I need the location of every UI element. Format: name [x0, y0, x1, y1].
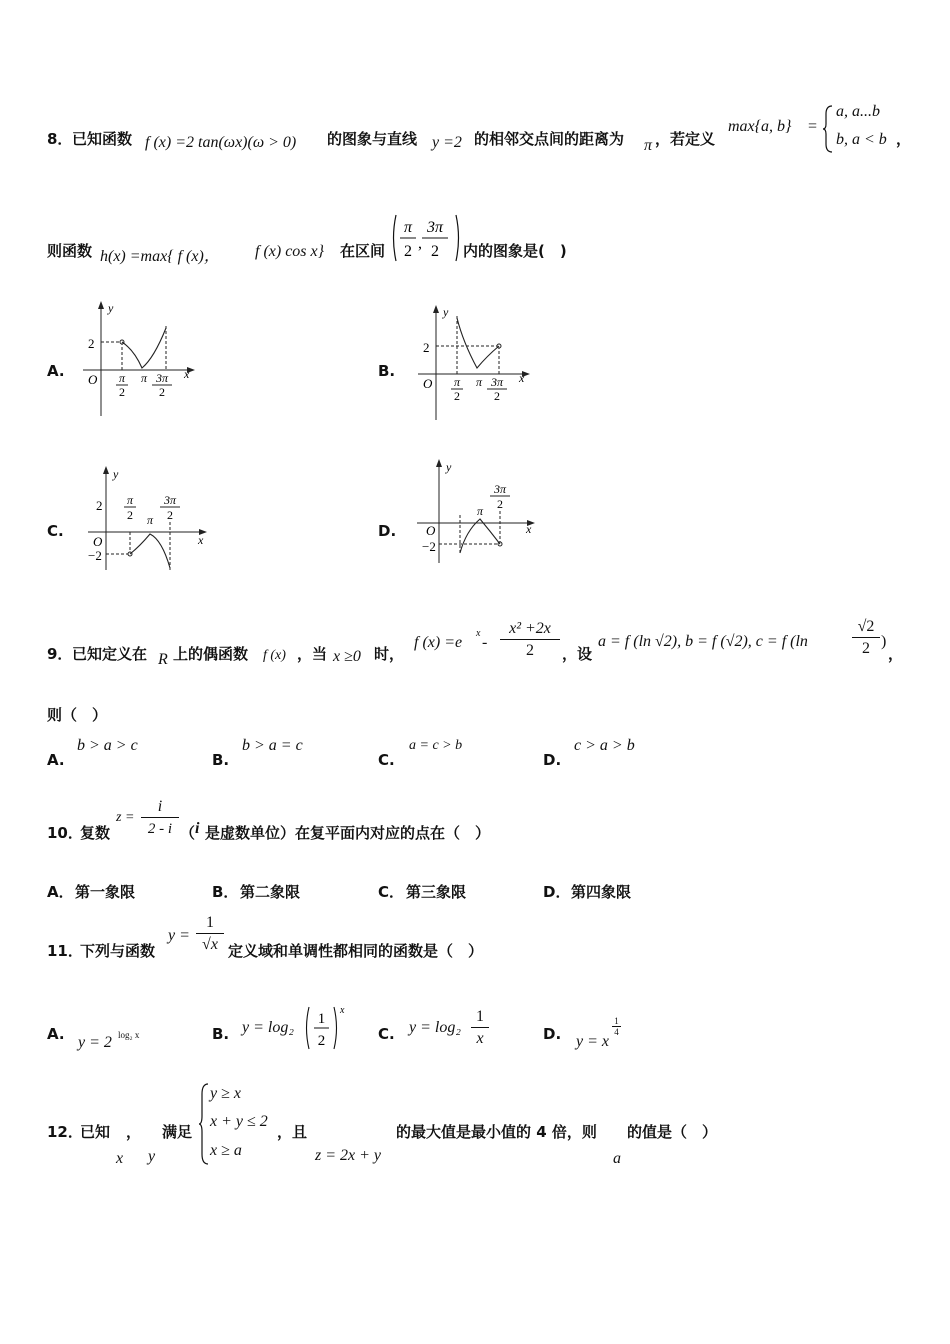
- q12-number: 12．: [47, 1123, 83, 1141]
- q9-option-c-label[interactable]: C.: [378, 751, 395, 769]
- q8-pi: π: [644, 137, 653, 154]
- q8-text-1: 已知函数: [72, 130, 133, 148]
- q9-fx: f (x): [263, 648, 286, 663]
- q11-option-a-sup[interactable]: log₂ x: [118, 1030, 140, 1040]
- q12-x: x: [116, 1150, 124, 1167]
- svg-text:x: x: [519, 371, 525, 385]
- q11-option-b-frac[interactable]: [304, 1004, 350, 1054]
- q10-option-a-label[interactable]: A．: [47, 883, 74, 901]
- q8-option-c-label[interactable]: C.: [47, 522, 64, 540]
- graph-y-label: y: [108, 301, 114, 315]
- q11-text-2: 定义域和单调性都相同的函数是（ ）: [228, 942, 484, 960]
- q9-fraction: [500, 619, 560, 662]
- q11-option-a-expr[interactable]: y = 2: [78, 1034, 112, 1051]
- q10-number: 10．: [47, 824, 83, 842]
- q9-option-a-label[interactable]: A.: [47, 751, 65, 769]
- q12-text-3: ，且: [277, 1123, 308, 1141]
- q12-a: a: [613, 1150, 621, 1167]
- q10-text-2: （: [180, 824, 196, 842]
- q11-y: y =: [168, 927, 190, 944]
- q10-option-d-text[interactable]: 第四象限: [571, 883, 632, 901]
- svg-text:2: 2: [423, 340, 430, 355]
- svg-text:2: 2: [159, 385, 165, 399]
- svg-text:3π: 3π: [155, 371, 169, 385]
- q11-option-a-label[interactable]: A.: [47, 1025, 65, 1043]
- q8-text-6: 在区间: [340, 242, 386, 260]
- q8-interval: [390, 212, 462, 264]
- brace-icon: [822, 104, 834, 154]
- q8-text-3: 的相邻交点间的距离为: [474, 130, 625, 148]
- svg-text:O: O: [426, 523, 436, 538]
- q11-fraction: [196, 913, 224, 956]
- q8-text-2: 的图象与直线: [327, 130, 418, 148]
- q8-max-def: max{a, b}: [728, 118, 792, 135]
- q11-option-c-expr[interactable]: y = log₂: [409, 1019, 461, 1036]
- q9-f-num: x² +2x: [500, 619, 560, 640]
- q11-option-c-label[interactable]: C.: [378, 1025, 395, 1043]
- q9-option-d-expr[interactable]: c > a > b: [574, 737, 635, 754]
- q9-abc: a = f (ln √2), b = f (√2), c = f (ln: [598, 633, 808, 650]
- q11-option-b-label[interactable]: B.: [212, 1025, 230, 1043]
- q12-constraint-1: y ≥ x: [210, 1085, 241, 1102]
- q9-text-4: 时，: [374, 645, 405, 663]
- svg-text:2: 2: [167, 508, 173, 522]
- q12-constraint-2: x + y ≤ 2: [210, 1113, 268, 1130]
- svg-text:3π: 3π: [493, 482, 507, 496]
- svg-text:3π: 3π: [163, 493, 177, 507]
- q12-y: y: [148, 1148, 156, 1165]
- q9-f-den: 2: [526, 642, 534, 659]
- q10-option-d-label[interactable]: D．: [543, 883, 571, 901]
- svg-text:3π: 3π: [490, 375, 504, 389]
- q9-option-b-label[interactable]: B.: [212, 751, 230, 769]
- q8-text-7: 内的图象是( ): [463, 242, 567, 260]
- svg-text:2: 2: [494, 389, 500, 403]
- q8-option-b-label[interactable]: B.: [378, 362, 396, 380]
- svg-text:π: π: [126, 493, 134, 507]
- q8-int-open-num: π: [403, 219, 413, 236]
- q9-text-2: 上的偶函数: [173, 645, 249, 663]
- svg-text:−2: −2: [422, 539, 436, 554]
- q10-num: i: [141, 797, 179, 818]
- q10-option-b-text[interactable]: 第二象限: [240, 883, 301, 901]
- q8-int-close-den: 2: [431, 243, 439, 260]
- q8-option-a-graph[interactable]: [78, 298, 200, 420]
- q11-option-c-fraction[interactable]: 1 x: [471, 1007, 489, 1050]
- q9-option-c-expr[interactable]: a = c > b: [409, 738, 463, 753]
- q11-option-d-label[interactable]: D.: [543, 1025, 562, 1043]
- q11-den: √x: [202, 936, 218, 953]
- q9-f-lhs: f (x) =e: [414, 634, 463, 651]
- q8-line: y =2: [432, 134, 462, 151]
- q9-text-7: 则（ ）: [47, 706, 108, 724]
- q11-text-1: 下列与函数: [80, 942, 156, 960]
- svg-text:2: 2: [96, 498, 103, 513]
- svg-text:π: π: [476, 504, 484, 518]
- q11-option-d-expr[interactable]: y = x: [576, 1033, 609, 1050]
- q12-z: z = 2x + y: [315, 1147, 382, 1164]
- q8-option-a-label[interactable]: A.: [47, 362, 65, 380]
- q8-text-4: ，若定义: [655, 130, 716, 148]
- svg-text:y: y: [443, 305, 449, 319]
- q9-text-1: 已知定义在: [72, 645, 148, 663]
- q10-fraction: [141, 797, 179, 840]
- q9-text-3: ，当: [297, 645, 328, 663]
- q8-hx-2: f (x) cos x}: [255, 243, 325, 260]
- q9-f-minus: -: [482, 634, 488, 651]
- q11-num: 1: [196, 913, 224, 934]
- q9-text-5: ，设: [562, 645, 593, 663]
- q8-option-c-graph[interactable]: [84, 462, 214, 574]
- svg-text:π: π: [146, 513, 154, 527]
- q8-hx: h(x) =max{ f (x)，: [100, 248, 220, 265]
- svg-text:π: π: [118, 371, 126, 385]
- svg-text:,: ,: [418, 235, 422, 252]
- q12-text-2: 满足: [162, 1123, 193, 1141]
- graph-two-label: 2: [88, 336, 95, 351]
- q12-constraint-3: x ≥ a: [210, 1142, 242, 1159]
- graph-origin-label: O: [88, 372, 98, 387]
- svg-text:2: 2: [454, 389, 460, 403]
- q9-R: R: [158, 651, 168, 668]
- q9-text-6: ，: [888, 645, 904, 663]
- svg-text:π: π: [475, 375, 483, 389]
- q10-text-1: 复数: [80, 824, 111, 842]
- q8-option-d-label[interactable]: D.: [378, 522, 397, 540]
- svg-text:y: y: [446, 460, 452, 474]
- svg-text:x: x: [198, 533, 204, 547]
- q10-option-a-text[interactable]: 第一象限: [75, 883, 136, 901]
- q8-option-b-graph[interactable]: [413, 302, 535, 424]
- svg-text:π: π: [140, 371, 148, 385]
- q10-text-3: 是虚数单位）在复平面内对应的点在（ ）: [205, 824, 491, 842]
- svg-text:x: x: [340, 1005, 345, 1016]
- q10-i: i: [195, 820, 200, 837]
- svg-text:1: 1: [317, 1011, 326, 1027]
- q9-number: 9．: [47, 645, 73, 663]
- q12-text-5: 的值是（ ）: [627, 1123, 718, 1141]
- q8-option-d-graph[interactable]: [412, 455, 542, 567]
- graph-x-label: x: [184, 367, 190, 381]
- svg-text:2: 2: [497, 497, 503, 511]
- q8-int-open-den: 2: [404, 243, 412, 260]
- q11-option-b-expr[interactable]: y = log₂: [242, 1019, 294, 1036]
- q8-text-5: 则函数: [47, 242, 93, 260]
- q8-fx: f (x) =2 tan(ωx)(ω > 0): [145, 134, 297, 151]
- q8-case-1: a, a...b: [836, 103, 880, 120]
- q9-option-d-label[interactable]: D.: [543, 751, 562, 769]
- q8-number: 8．: [47, 130, 73, 148]
- svg-text:O: O: [93, 534, 103, 549]
- q9-c-num: √2: [852, 617, 880, 638]
- svg-text:2: 2: [317, 1033, 326, 1049]
- q12-comma: ，: [126, 1123, 142, 1141]
- q8-eq: =: [808, 118, 818, 135]
- q8-case-2: b, a < b: [836, 131, 887, 148]
- svg-text:x: x: [526, 522, 532, 536]
- q12-text-4: 的最大值是最小值的 4 倍，则: [396, 1123, 597, 1141]
- q9-c-fraction: [852, 617, 880, 660]
- q9-f-exp: x: [476, 628, 481, 639]
- graph-neg-two-label: −2: [88, 548, 102, 563]
- q11-option-d-sup[interactable]: 1 4: [612, 1016, 621, 1037]
- q9-option-a-expr[interactable]: b > a > c: [77, 737, 138, 754]
- svg-text:y: y: [113, 467, 119, 481]
- q9-c-den: 2: [862, 640, 870, 657]
- svg-text:2: 2: [119, 385, 125, 399]
- q9-cond: x ≥0: [333, 648, 361, 665]
- svg-text:2: 2: [127, 508, 133, 522]
- q10-den: 2 - i: [147, 821, 173, 837]
- svg-text:π: π: [453, 375, 461, 389]
- q9-option-b-expr[interactable]: b > a = c: [242, 737, 303, 754]
- q12-text-1: 已知: [80, 1123, 111, 1141]
- q8-int-close-num: 3π: [426, 219, 444, 236]
- q10-option-c-label[interactable]: C．: [378, 883, 405, 901]
- q8-comma: ，: [896, 130, 912, 148]
- svg-text:O: O: [423, 376, 433, 391]
- q10-option-c-text[interactable]: 第三象限: [406, 883, 467, 901]
- brace-icon: [198, 1082, 210, 1166]
- q9-abc-end: ): [881, 633, 887, 650]
- q11-number: 11．: [47, 942, 83, 960]
- q10-z: z =: [116, 810, 135, 825]
- q10-option-b-label[interactable]: B．: [212, 883, 239, 901]
